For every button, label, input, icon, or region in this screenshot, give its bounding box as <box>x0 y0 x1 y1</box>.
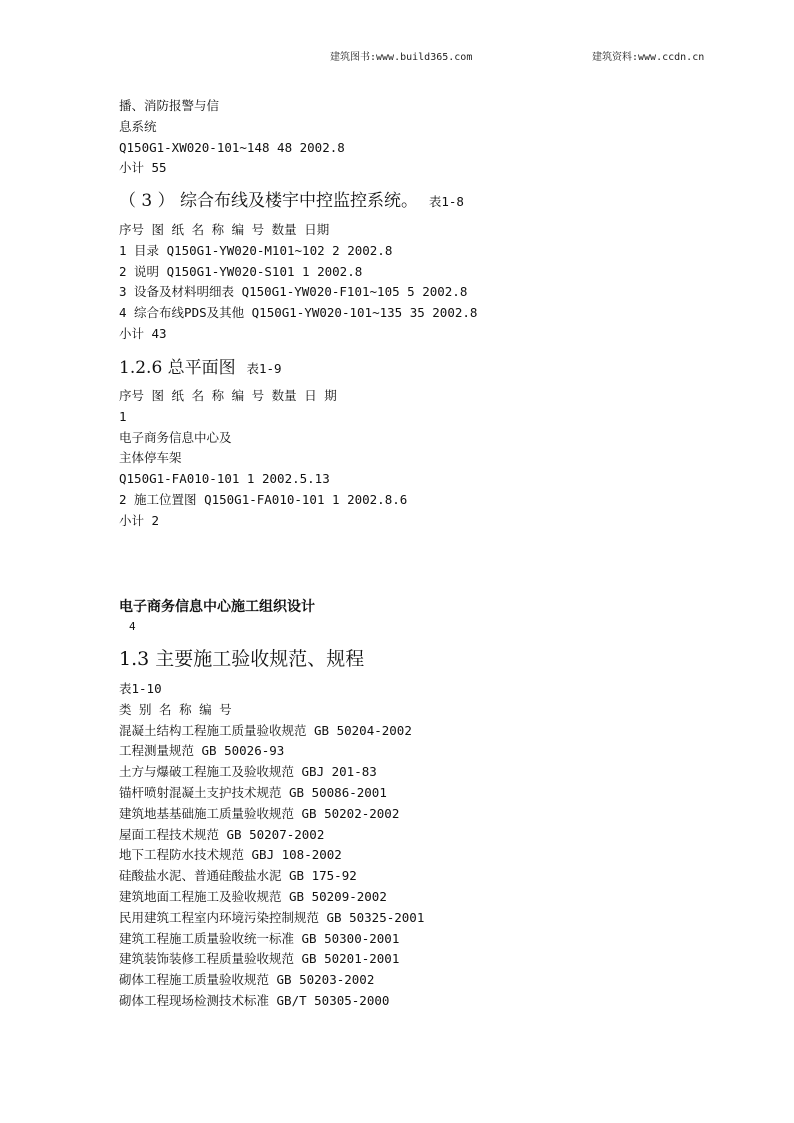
table-row: 3 设备及材料明细表 Q150G1-YW020-F101~105 5 2002.8 <box>119 284 468 300</box>
table-row: 建筑地面工程施工及验收规范 GB 50209-2002 <box>119 888 387 904</box>
table-tag: 表1-8 <box>428 194 464 209</box>
table-row: 锚杆喷射混凝土支护技术规范 GB 50086-2001 <box>119 784 387 800</box>
table-row: 建筑工程施工质量验收统一标准 GB 50300-2001 <box>119 930 400 946</box>
section-heading <box>119 188 759 215</box>
table-row: 2 施工位置图 Q150G1-FA010-101 1 2002.8.6 <box>119 491 408 507</box>
table-row: 硅酸盐水泥、普通硅酸盐水泥 GB 175-92 <box>119 868 357 884</box>
table-header: 序号 图 纸 名 称 编 号 数量 日 期 <box>119 388 337 403</box>
table-row: 混凝土结构工程施工质量验收规范 GB 50204-2002 <box>119 722 412 738</box>
table-row: 4 综合布线PDS及其他 Q150G1-YW020-101~135 35 2002.8 <box>119 305 478 321</box>
table-row: 建筑地基基础施工质量验收规范 GB 50202-2002 <box>119 805 400 821</box>
text-line: Q150G1-XW020-101~148 48 2002.8 <box>119 139 345 155</box>
table-row: 主体停车架 <box>119 450 182 466</box>
table-row: 民用建筑工程室内环境污染控制规范 GB 50325-2001 <box>119 909 425 925</box>
page-number: 4 <box>129 620 136 633</box>
heading-text: （ 3 ） 综合布线及楼宇中控监控系统。 <box>119 191 419 211</box>
table-row: 小计 2 <box>119 512 160 528</box>
document-title: 电子商务信息中心施工组织设计 <box>119 599 315 615</box>
header-left-link: 建筑图书:www.build365.com <box>330 52 473 63</box>
table-header: 序号 图 纸 名 称 编 号 数量 日期 <box>119 222 330 237</box>
table-row: 1 目录 Q150G1-YW020-M101~102 2 2002.8 <box>119 242 393 258</box>
table-row: 建筑装饰装修工程质量验收规范 GB 50201-2001 <box>119 951 400 967</box>
section-1-3-lines <box>119 679 759 1012</box>
section-1-3 <box>119 645 759 673</box>
section-3 <box>119 188 759 215</box>
table-row: Q150G1-FA010-101 1 2002.5.13 <box>119 471 330 487</box>
section-3-lines <box>119 220 759 345</box>
table-row: 地下工程防水技术规范 GBJ 108-2002 <box>119 847 342 863</box>
table-row: 1 <box>119 408 127 424</box>
heading-text: 1.2.6 总平面图 <box>119 358 236 378</box>
table-row: 土方与爆破工程施工及验收规范 GBJ 201-83 <box>119 764 377 780</box>
table-header: 类 别 名 称 编 号 <box>119 701 232 717</box>
section-heading <box>119 355 759 382</box>
table-row: 电子商务信息中心及 <box>119 429 232 445</box>
table-row: 屋面工程技术规范 GB 50207-2002 <box>119 826 325 842</box>
section-heading: 1.3 主要施工验收规范、规程 <box>119 648 365 670</box>
block-continuation <box>119 96 759 179</box>
section-1-2-6-lines <box>119 386 759 532</box>
table-row: 砌体工程施工质量验收规范 GB 50203-2002 <box>119 972 375 988</box>
table-tag: 表1-9 <box>246 361 282 376</box>
text-line: 播、消防报警与信 <box>119 98 220 113</box>
table-row: 小计 43 <box>119 325 167 341</box>
header-right-link: 建筑资料:www.ccdn.cn <box>592 52 705 63</box>
table-row: 砌体工程现场检测技术标准 GB/T 50305-2000 <box>119 992 390 1008</box>
text-line: 息系统 <box>119 118 157 134</box>
table-row: 工程测量规范 GB 50026-93 <box>119 743 285 759</box>
table-row: 2 说明 Q150G1-YW020-S101 1 2002.8 <box>119 263 363 279</box>
text-line: 小计 55 <box>119 160 167 176</box>
table-tag: 表1-10 <box>119 681 162 696</box>
section-1-2-6 <box>119 355 759 382</box>
